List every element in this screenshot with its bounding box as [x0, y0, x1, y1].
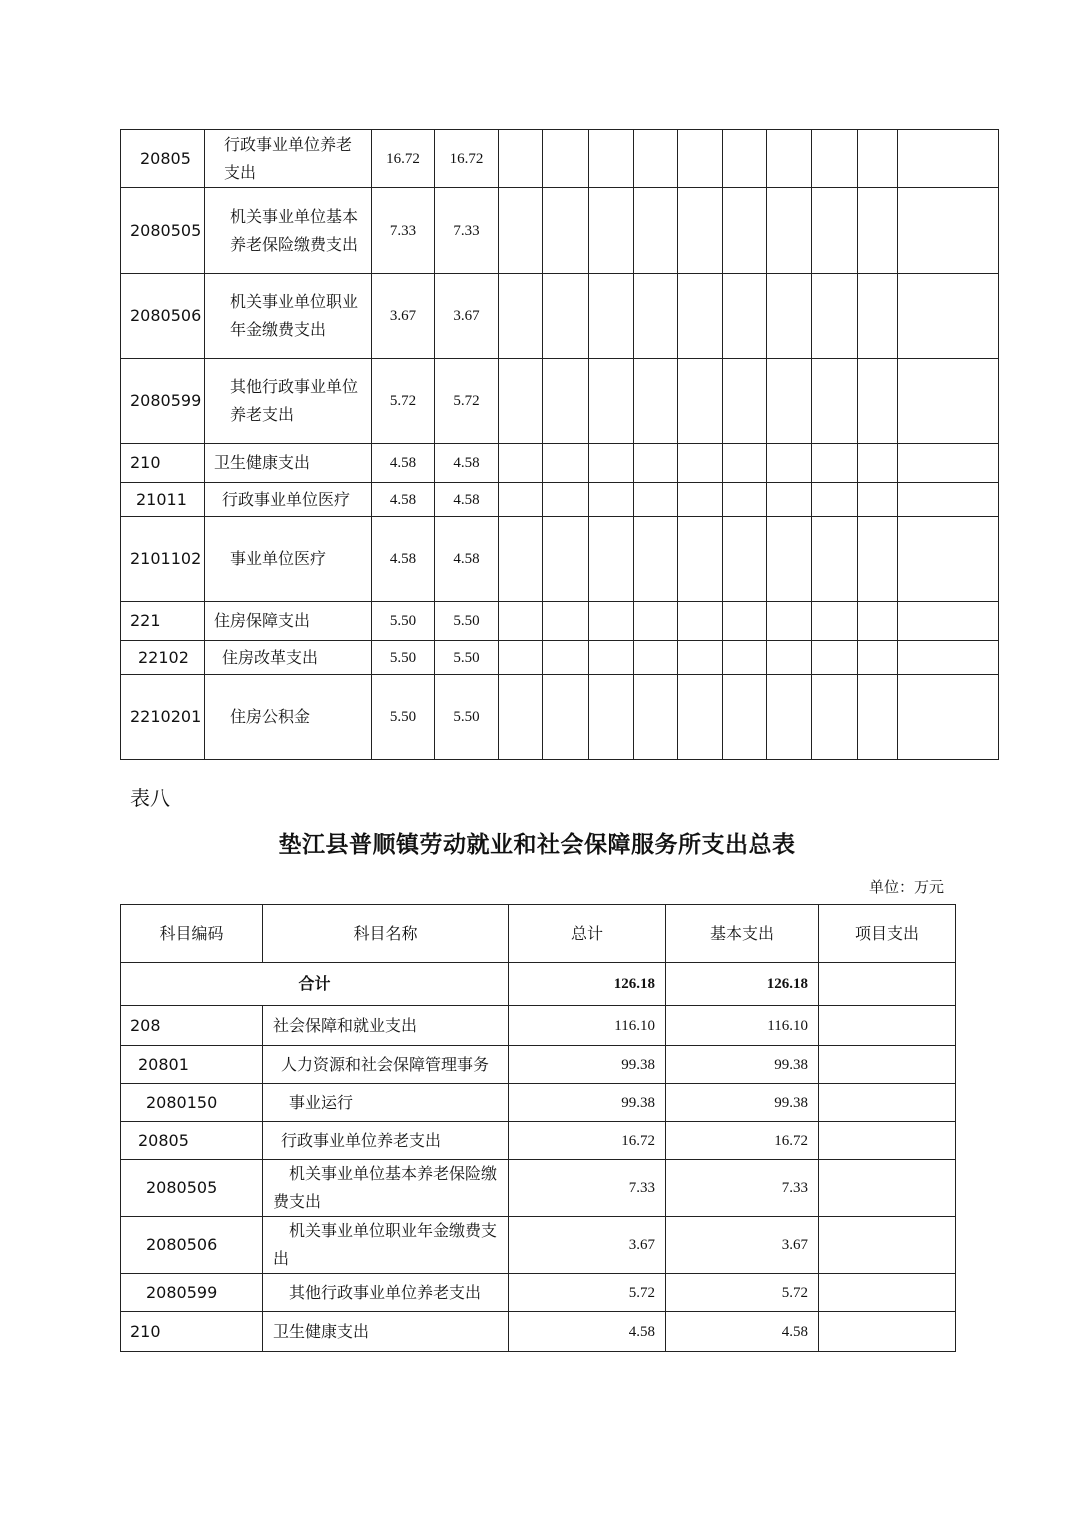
empty-cell: [499, 130, 543, 188]
empty-cell: [589, 444, 634, 483]
row-basic: 4.58: [435, 444, 499, 483]
table-row: [121, 359, 999, 444]
row-project: [819, 1217, 956, 1274]
table-row: [121, 602, 999, 641]
row-code: 2080599: [121, 1274, 263, 1312]
row-basic: 16.72: [666, 1122, 819, 1160]
continuation-table-body: [121, 130, 999, 760]
row-basic: 5.50: [435, 602, 499, 641]
empty-cell: [723, 274, 767, 359]
row-basic: 5.50: [435, 675, 499, 760]
row-name: 行政事业单位医疗: [205, 483, 372, 517]
empty-cell: [812, 602, 858, 641]
header-basic: 基本支出: [666, 905, 819, 963]
table-row: [121, 1274, 956, 1312]
row-code: 221: [121, 602, 205, 641]
row-code: 2080505: [121, 1160, 263, 1217]
row-total: 5.50: [372, 641, 435, 675]
total-label: 合计: [121, 963, 509, 1006]
row-code: 2080505: [121, 188, 205, 274]
empty-cell: [589, 274, 634, 359]
row-total: 4.58: [372, 444, 435, 483]
empty-cell: [723, 130, 767, 188]
empty-cell: [723, 675, 767, 760]
empty-cell: [812, 130, 858, 188]
empty-cell: [898, 517, 999, 602]
empty-cell: [499, 675, 543, 760]
row-total: 7.33: [509, 1160, 666, 1217]
row-project: [819, 1160, 956, 1217]
unit-label: 单位：万元: [868, 878, 944, 896]
row-basic: 5.72: [435, 359, 499, 444]
empty-cell: [898, 675, 999, 760]
empty-cell: [543, 274, 589, 359]
row-total: 5.72: [372, 359, 435, 444]
row-code: 2101102: [121, 517, 205, 602]
row-basic: 4.58: [666, 1312, 819, 1352]
row-name: 机关事业单位基本养老保险缴费支出: [263, 1160, 509, 1217]
table-row: [121, 1046, 956, 1084]
empty-cell: [767, 130, 812, 188]
row-code: 20805: [121, 130, 205, 188]
empty-cell: [543, 517, 589, 602]
row-code: 2080506: [121, 1217, 263, 1274]
empty-cell: [858, 517, 898, 602]
empty-cell: [678, 274, 723, 359]
table-row: [121, 188, 999, 274]
row-basic: 116.10: [666, 1006, 819, 1046]
empty-cell: [589, 641, 634, 675]
row-name: 机关事业单位基本养老保险缴费支出: [205, 188, 372, 274]
empty-cell: [634, 130, 678, 188]
row-total: 99.38: [509, 1046, 666, 1084]
empty-cell: [767, 188, 812, 274]
header-project: 项目支出: [819, 905, 956, 963]
row-basic: 3.67: [435, 274, 499, 359]
empty-cell: [858, 359, 898, 444]
empty-cell: [499, 602, 543, 641]
row-name: 行政事业单位养老支出: [263, 1122, 509, 1160]
row-total: 4.58: [372, 517, 435, 602]
row-total: 16.72: [509, 1122, 666, 1160]
empty-cell: [723, 188, 767, 274]
row-total: 7.33: [372, 188, 435, 274]
empty-cell: [678, 675, 723, 760]
row-name: 机关事业单位职业年金缴费支出: [263, 1217, 509, 1274]
row-name: 社会保障和就业支出: [263, 1006, 509, 1046]
row-name: 其他行政事业单位养老支出: [205, 359, 372, 444]
empty-cell: [723, 444, 767, 483]
row-name: 卫生健康支出: [205, 444, 372, 483]
empty-cell: [589, 483, 634, 517]
total-sum: 126.18: [509, 963, 666, 1006]
row-code: 2080506: [121, 274, 205, 359]
empty-cell: [634, 517, 678, 602]
empty-cell: [723, 483, 767, 517]
empty-cell: [499, 483, 543, 517]
table-row: [121, 517, 999, 602]
empty-cell: [634, 602, 678, 641]
row-basic: 99.38: [666, 1046, 819, 1084]
summary-table: [120, 904, 956, 1352]
empty-cell: [634, 359, 678, 444]
empty-cell: [678, 641, 723, 675]
empty-cell: [678, 444, 723, 483]
row-code: 22102: [121, 641, 205, 675]
empty-cell: [589, 188, 634, 274]
empty-cell: [723, 359, 767, 444]
empty-cell: [812, 444, 858, 483]
row-basic: 4.58: [435, 483, 499, 517]
empty-cell: [678, 602, 723, 641]
empty-cell: [589, 602, 634, 641]
row-project: [819, 1122, 956, 1160]
empty-cell: [543, 359, 589, 444]
table-row: [121, 1122, 956, 1160]
empty-cell: [543, 675, 589, 760]
table-row: [121, 1006, 956, 1046]
empty-cell: [812, 274, 858, 359]
row-basic: 5.72: [666, 1274, 819, 1312]
empty-cell: [898, 359, 999, 444]
empty-cell: [543, 641, 589, 675]
empty-cell: [898, 274, 999, 359]
table-row: [121, 1312, 956, 1352]
empty-cell: [898, 444, 999, 483]
empty-cell: [898, 188, 999, 274]
total-project: [819, 963, 956, 1006]
row-code: 2210201: [121, 675, 205, 760]
row-code: 2080150: [121, 1084, 263, 1122]
row-total: 5.72: [509, 1274, 666, 1312]
table-row: [121, 675, 999, 760]
row-total: 4.58: [372, 483, 435, 517]
row-code: 20801: [121, 1046, 263, 1084]
row-total: 116.10: [509, 1006, 666, 1046]
row-code: 2080599: [121, 359, 205, 444]
row-name: 住房保障支出: [205, 602, 372, 641]
empty-cell: [812, 641, 858, 675]
empty-cell: [858, 444, 898, 483]
page-title: 垫江县普顺镇劳动就业和社会保障服务所支出总表: [278, 832, 796, 858]
table-row: [121, 1217, 956, 1274]
empty-cell: [589, 517, 634, 602]
row-total: 5.50: [372, 675, 435, 760]
empty-cell: [634, 274, 678, 359]
table-row: [121, 130, 999, 188]
empty-cell: [543, 602, 589, 641]
row-basic: 3.67: [666, 1217, 819, 1274]
row-code: 210: [121, 1312, 263, 1352]
empty-cell: [767, 444, 812, 483]
empty-cell: [589, 130, 634, 188]
row-basic: 5.50: [435, 641, 499, 675]
empty-cell: [589, 675, 634, 760]
table-row: [121, 1160, 956, 1217]
row-basic: 99.38: [666, 1084, 819, 1122]
continuation-table: [120, 129, 999, 760]
empty-cell: [543, 444, 589, 483]
empty-cell: [812, 188, 858, 274]
empty-cell: [812, 675, 858, 760]
empty-cell: [678, 517, 723, 602]
header-row: [121, 905, 956, 963]
summary-table-body: [121, 1006, 956, 1352]
row-code: 210: [121, 444, 205, 483]
row-total: 5.50: [372, 602, 435, 641]
row-code: 208: [121, 1006, 263, 1046]
row-project: [819, 1312, 956, 1352]
row-name: 事业单位医疗: [205, 517, 372, 602]
row-project: [819, 1006, 956, 1046]
row-project: [819, 1046, 956, 1084]
empty-cell: [634, 675, 678, 760]
header-name: 科目名称: [263, 905, 509, 963]
row-name: 住房公积金: [205, 675, 372, 760]
row-project: [819, 1084, 956, 1122]
table-label: 表八: [130, 786, 170, 810]
row-total: 16.72: [372, 130, 435, 188]
empty-cell: [634, 188, 678, 274]
header-code: 科目编码: [121, 905, 263, 963]
row-name: 机关事业单位职业年金缴费支出: [205, 274, 372, 359]
row-name: 其他行政事业单位养老支出: [263, 1274, 509, 1312]
empty-cell: [812, 483, 858, 517]
empty-cell: [767, 483, 812, 517]
empty-cell: [812, 359, 858, 444]
row-project: [819, 1274, 956, 1312]
empty-cell: [723, 641, 767, 675]
empty-cell: [858, 675, 898, 760]
empty-cell: [543, 188, 589, 274]
table-row: [121, 274, 999, 359]
row-basic: 7.33: [435, 188, 499, 274]
empty-cell: [634, 444, 678, 483]
empty-cell: [543, 483, 589, 517]
table-row: [121, 483, 999, 517]
empty-cell: [723, 602, 767, 641]
row-name: 行政事业单位养老支出: [205, 130, 372, 188]
header-total: 总计: [509, 905, 666, 963]
table-row: [121, 444, 999, 483]
empty-cell: [678, 130, 723, 188]
row-name: 卫生健康支出: [263, 1312, 509, 1352]
empty-cell: [858, 641, 898, 675]
empty-cell: [678, 483, 723, 517]
empty-cell: [812, 517, 858, 602]
table-row: [121, 641, 999, 675]
empty-cell: [499, 517, 543, 602]
row-code: 20805: [121, 1122, 263, 1160]
empty-cell: [767, 675, 812, 760]
empty-cell: [678, 359, 723, 444]
empty-cell: [898, 602, 999, 641]
empty-cell: [499, 359, 543, 444]
row-total: 4.58: [509, 1312, 666, 1352]
empty-cell: [858, 130, 898, 188]
empty-cell: [767, 274, 812, 359]
row-basic: 4.58: [435, 517, 499, 602]
empty-cell: [858, 188, 898, 274]
empty-cell: [767, 602, 812, 641]
row-name: 事业运行: [263, 1084, 509, 1122]
empty-cell: [898, 130, 999, 188]
empty-cell: [499, 274, 543, 359]
row-name: 住房改革支出: [205, 641, 372, 675]
empty-cell: [898, 641, 999, 675]
row-basic: 16.72: [435, 130, 499, 188]
empty-cell: [499, 188, 543, 274]
empty-cell: [767, 517, 812, 602]
empty-cell: [898, 483, 999, 517]
empty-cell: [543, 130, 589, 188]
empty-cell: [499, 444, 543, 483]
empty-cell: [634, 483, 678, 517]
empty-cell: [767, 359, 812, 444]
empty-cell: [589, 359, 634, 444]
empty-cell: [723, 517, 767, 602]
empty-cell: [634, 641, 678, 675]
row-total: 3.67: [509, 1217, 666, 1274]
empty-cell: [678, 188, 723, 274]
row-total: 99.38: [509, 1084, 666, 1122]
empty-cell: [858, 483, 898, 517]
empty-cell: [767, 641, 812, 675]
row-name: 人力资源和社会保障管理事务: [263, 1046, 509, 1084]
total-basic: 126.18: [666, 963, 819, 1006]
total-row: [121, 963, 956, 1006]
empty-cell: [858, 274, 898, 359]
row-total: 3.67: [372, 274, 435, 359]
row-code: 21011: [121, 483, 205, 517]
table-row: [121, 1084, 956, 1122]
row-basic: 7.33: [666, 1160, 819, 1217]
empty-cell: [499, 641, 543, 675]
empty-cell: [858, 602, 898, 641]
